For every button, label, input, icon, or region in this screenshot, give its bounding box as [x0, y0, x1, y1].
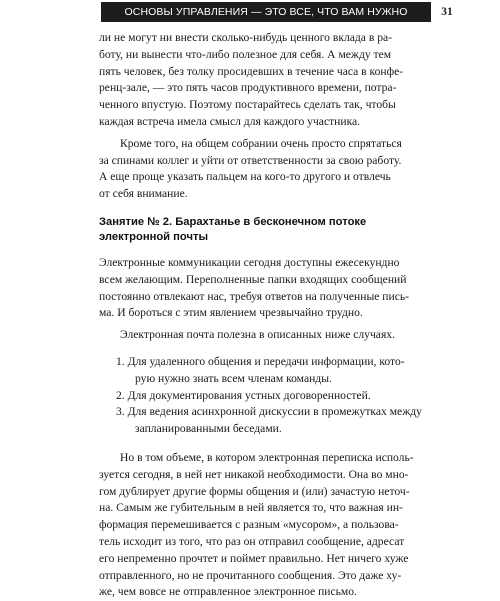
running-title: ОСНОВЫ УПРАВЛЕНИЯ — ЭТО ВСЕ, ЧТО ВАМ НУЖНО: [124, 6, 408, 18]
text-line: Но в том объеме, в котором электронная переписка исполь-: [120, 450, 414, 464]
text-line: отправленного, но не прочитанного сообщения. Это даже ху-: [99, 568, 402, 582]
text-line: Электронные коммуникации сегодня доступны ежесекундно: [99, 255, 400, 269]
text-line: на. Самым же губительным в ней является то, что важная ин-: [99, 501, 403, 515]
text-line: формация перемешивается с разным «мусором», а пользова-: [99, 518, 399, 532]
text-line: пять человек, без толку просидевших в течение часа в конфе-: [99, 64, 404, 78]
paragraph-3: [99, 255, 432, 322]
text-line: тель исходит из того, что раз он отправил сообщение, адресат: [99, 534, 405, 548]
list-item-line: 3. Для ведения асинхронной дискуссии в промежутках между: [116, 405, 422, 419]
text-line: от себя внимание.: [99, 187, 188, 201]
heading-line: электронной почты: [99, 230, 209, 243]
text-line: гом дублирует другие формы общения и (или) зачастую неточ-: [99, 484, 410, 498]
list-item-line: 2. Для документирования устных договоренностей.: [116, 388, 371, 402]
list-item-line: рую нужно знать всем членам команды.: [135, 371, 332, 385]
text-line: его непременно прочтет и поймет правильно. Нет ничего хуже: [99, 551, 409, 565]
text-line: А еще проще указать пальцем на кого-то другого и отвлечь: [99, 170, 391, 184]
list-item-line: 1. Для удаленного общения и передачи информации, кото-: [116, 354, 405, 368]
text-line: ренц-зале, — это пять часов продуктивного времени, потра-: [99, 81, 397, 95]
page-number: 31: [441, 6, 453, 18]
text-line: боту, ни вынести что-либо полезное для себя. А между тем: [99, 47, 392, 61]
page-body: [99, 30, 432, 601]
text-line: ли не могут ни внести сколько-нибудь ценного вклада в ра-: [99, 31, 393, 44]
text-line: постоянно отвлекают нас, требуя ответов на полученные пись-: [99, 289, 409, 303]
list-item: [116, 354, 432, 388]
text-line: зуется сегодня, в ней нет никакой необходимости. Она во мно-: [99, 467, 409, 481]
paragraph-2: [99, 136, 432, 203]
paragraph-1: [99, 30, 432, 131]
paragraph-5: [99, 450, 432, 601]
section-heading: [99, 215, 432, 245]
text-line: ма. И бороться с этим явлением чрезвычайно трудно.: [99, 306, 363, 320]
text-line: ченного впустую. Поэтому постарайтесь сделать так, чтобы: [99, 98, 396, 112]
numbered-list: [99, 354, 432, 438]
list-item: [116, 388, 432, 405]
text-line: же, чем вовсе не отправленное электронное письмо.: [99, 585, 357, 599]
text-line: Кроме того, на общем собрании очень просто спрятаться: [120, 136, 402, 150]
list-item: [116, 404, 432, 438]
text-line: каждая встреча имела смысл для каждого участника.: [99, 114, 361, 128]
text-line: всем желающим. Переполненные папки входящих сообщений: [99, 272, 407, 286]
paragraph-4: [99, 327, 432, 344]
text-line: Электронная почта полезна в описанных ниже случаях.: [120, 328, 395, 342]
text-line: за спинами коллег и уйти от ответственности за свою работу.: [99, 153, 402, 167]
heading-line: Занятие № 2. Барахтанье в бесконечном потоке: [99, 215, 367, 228]
list-item-line: запланированными беседами.: [135, 422, 282, 436]
running-header: [101, 2, 431, 22]
